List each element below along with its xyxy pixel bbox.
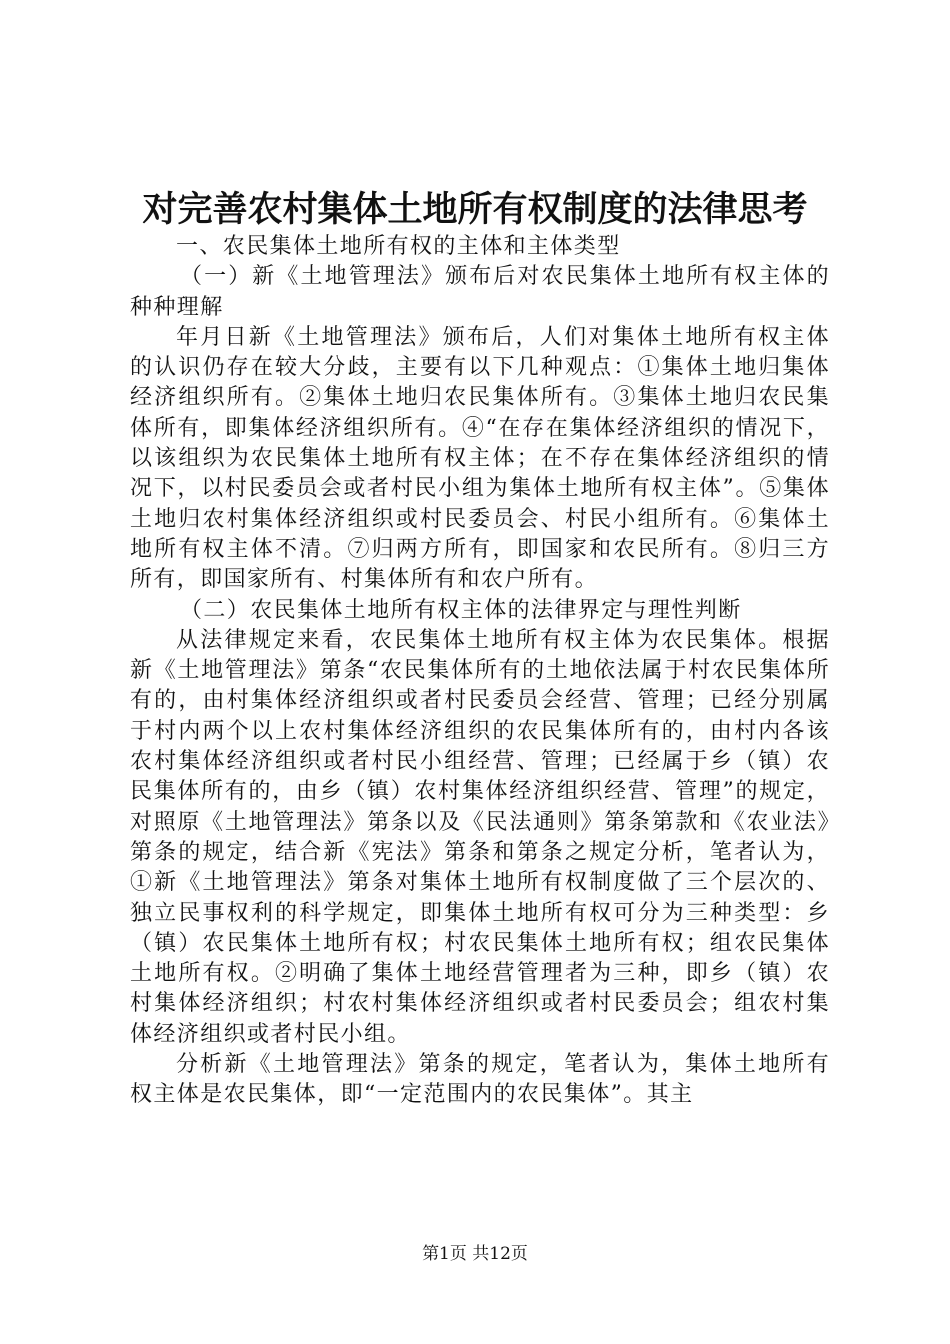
body-paragraph: 分析新《土地管理法》第条的规定，笔者认为，集体土地所有权主体是农民集体，即“一定范围内的农民集体”。其主: [130, 1052, 830, 1108]
body-paragraph: 从法律规定来看，农民集体土地所有权主体为农民集体。根据新《土地管理法》第条“农民集体所有的土地依法属于村农民集体所有的，由村集体经济组织或者村民委员会经营、管理；已经分别属于村内两个以上农村集体经济组织的农民集体所有的，由村内各该农村集体经济组织或者村民小组经营、管理；已经属于乡（镇）农民集体所有的，由乡（镇）农村集体经济组织经营、管理”的规定，对照原《土地管理法》第条以及《民法通则》第条第款和《农业法》第条的规定，结合新《宪法》第条和第条之规定分析，笔者认为，①新《土地管理法》第条对集体土地所有权制度做了三个层次的、独立民事权利的科学规定，即集体土地所有权可分为三种类型：乡（镇）农民集体土地所有权；村农民集体土地所有权；组农民集体土地所有权。②明确了集体土地经营管理者为三种，即乡（镇）农村集体经济组织；村农村集体经济组织或者村民委员会；组农村集体经济组织或者村民小组。: [130, 627, 830, 1047]
section-heading: 一、农民集体土地所有权的主体和主体类型: [176, 234, 621, 259]
page-footer: 第1页 共12页: [422, 1244, 528, 1264]
document-title: 对完善农村集体土地所有权制度的法律思考: [142, 189, 808, 230]
body-paragraph: 年月日新《土地管理法》颁布后，人们对集体土地所有权主体的认识仍存在较大分歧，主要有以下几种观点：①集体土地归集体经济组织所有。②集体土地归农民集体所有。③集体土地归农民集体所有，即集体经济组织所有。④“在存在集体经济组织的情况下，以该组织为农民集体土地所有权主体；在不存在集体经济组织的情况下，以村民委员会或者村民小组为集体土地所有权主体”。⑤集体土地归农村集体经济组织或村民委员会、村民小组所有。⑥集体土地所有权主体不清。⑦归两方所有，即国家和农民所有。⑧归三方所有，即国家所有、村集体所有和农户所有。: [130, 324, 830, 593]
subsection-heading: （二）农民集体土地所有权主体的法律界定与理性判断: [180, 597, 742, 623]
subsection-heading: （一）新《土地管理法》颁布后对农民集体土地所有权主体的种种理解: [130, 264, 830, 320]
document-body: [130, 232, 830, 1111]
